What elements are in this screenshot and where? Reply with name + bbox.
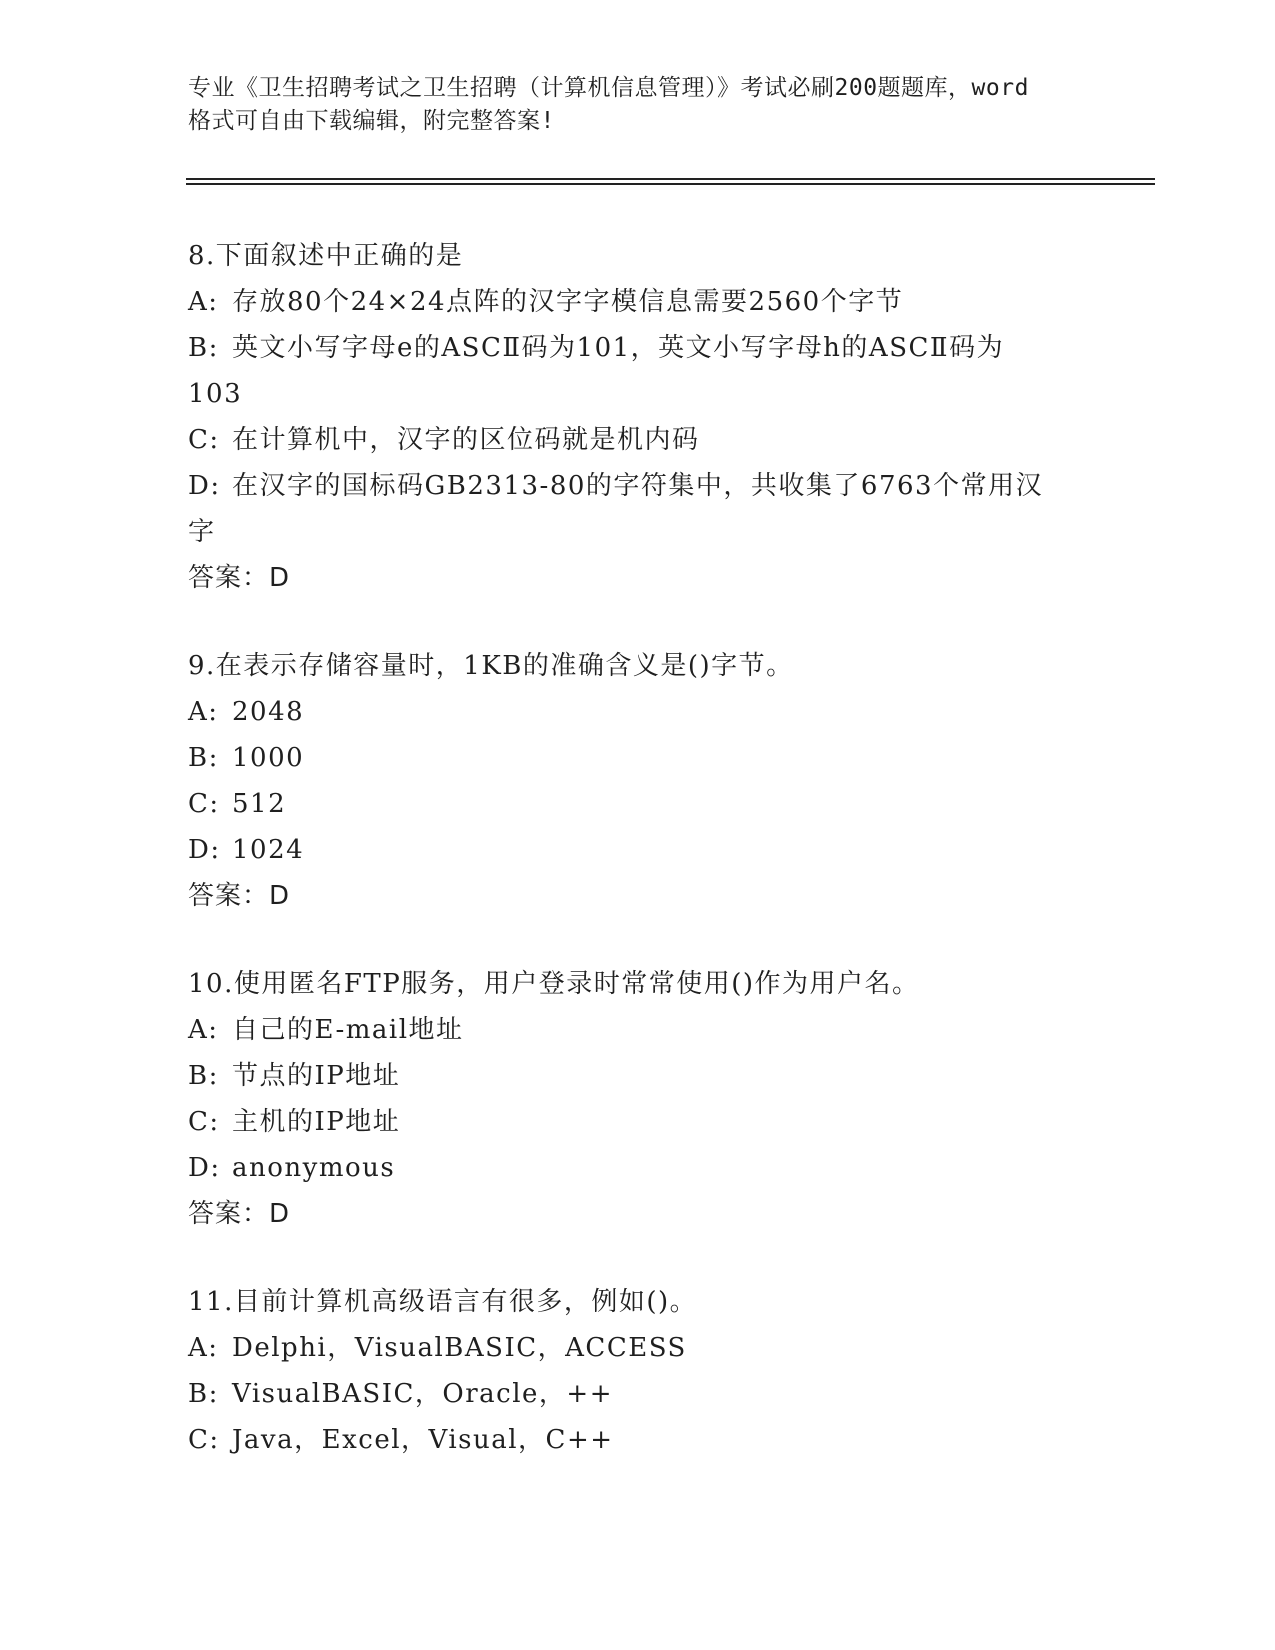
question-list [188, 233, 1088, 1505]
option-line [188, 509, 1088, 555]
option-text: 在计算机中，汉字的区位码就是机内码 [232, 425, 700, 455]
option-text: VisualBASIC，Oracle，++ [232, 1379, 613, 1409]
question-stem: 11.目前计算机高级语言有很多，例如()。 [188, 1287, 698, 1317]
option-line [188, 1371, 1088, 1417]
option-line [188, 1145, 1088, 1191]
option-line [188, 325, 1088, 371]
question-block [188, 961, 1088, 1237]
option-line [188, 1099, 1088, 1145]
option-letter: C: [188, 1107, 220, 1137]
option-text: 自己的E-mail地址 [232, 1015, 464, 1045]
question-block [188, 233, 1088, 601]
option-line [188, 781, 1088, 827]
option-letter: C: [188, 789, 220, 819]
option-text: 2048 [232, 697, 305, 727]
option-text: 1024 [232, 835, 305, 865]
question-stem: 8.下面叙述中正确的是 [188, 241, 464, 271]
option-line [188, 827, 1088, 873]
option-text: 103 [188, 379, 243, 409]
option-letter: C: [188, 425, 220, 455]
option-line [188, 463, 1088, 509]
header-divider-top [186, 178, 1155, 180]
option-line [188, 417, 1088, 463]
option-text: Java，Excel，Visual，C++ [232, 1425, 614, 1455]
option-letter: B: [188, 333, 219, 363]
question-block [188, 1279, 1088, 1463]
option-letter: B: [188, 1061, 219, 1091]
answer-line: 答案：D [188, 563, 291, 593]
option-text: 字 [188, 517, 216, 547]
option-text: anonymous [232, 1153, 396, 1183]
answer-line: 答案：D [188, 1199, 291, 1229]
header-line-2: 格式可自由下载编辑，附完整答案! [188, 108, 555, 134]
option-text: 512 [232, 789, 287, 819]
option-line [188, 1325, 1088, 1371]
option-line [188, 279, 1088, 325]
option-letter: C: [188, 1425, 220, 1455]
header-line-1: 专业《卫生招聘考试之卫生招聘（计算机信息管理）》考试必刷200题题库，word [188, 75, 1029, 101]
option-letter: A: [188, 697, 219, 727]
option-text: 存放80个24×24点阵的汉字字模信息需要2560个字节 [232, 287, 904, 317]
option-line [188, 689, 1088, 735]
option-letter: A: [188, 287, 219, 317]
option-letter: A: [188, 1333, 219, 1363]
question-stem: 9.在表示存储容量时，1KB的准确含义是()字节。 [188, 651, 794, 681]
option-letter: D: [188, 471, 221, 501]
option-letter: D: [188, 835, 221, 865]
option-text: 主机的IP地址 [232, 1107, 401, 1137]
header-divider-bottom [186, 183, 1155, 185]
option-line [188, 735, 1088, 781]
option-text: Delphi，VisualBASIC，ACCESS [232, 1333, 687, 1363]
option-text: 节点的IP地址 [232, 1061, 401, 1091]
answer-line: 答案：D [188, 881, 291, 911]
option-text: 英文小写字母e的ASCⅡ码为101，英文小写字母h的ASCⅡ码为 [232, 333, 1005, 363]
option-line [188, 1053, 1088, 1099]
option-text: 在汉字的国标码GB2313-80的字符集中，共收集了6763个常用汉 [232, 471, 1044, 501]
option-line [188, 1417, 1088, 1463]
option-line [188, 1007, 1088, 1053]
question-stem: 10.使用匿名FTP服务，用户登录时常常使用()作为用户名。 [188, 969, 920, 999]
option-letter: B: [188, 1379, 219, 1409]
option-line [188, 371, 1088, 417]
document-header [188, 72, 1088, 138]
question-block [188, 643, 1088, 919]
option-letter: D: [188, 1153, 221, 1183]
option-letter: A: [188, 1015, 219, 1045]
option-text: 1000 [232, 743, 305, 773]
option-letter: B: [188, 743, 219, 773]
